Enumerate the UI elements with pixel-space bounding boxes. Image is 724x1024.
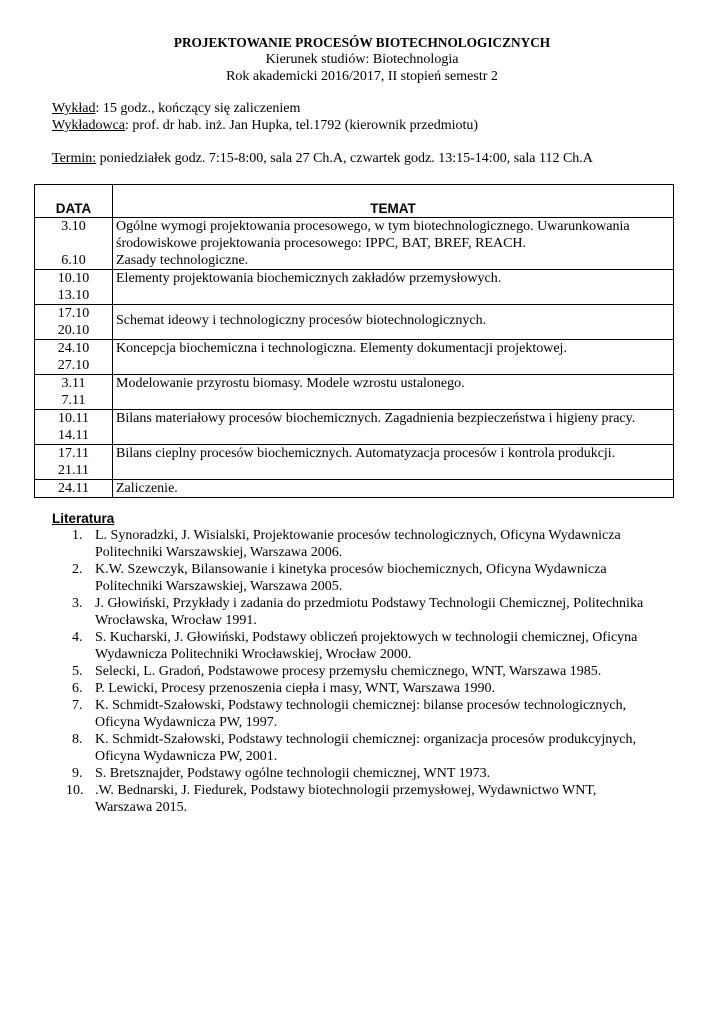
item-number: 5. <box>72 664 83 679</box>
item-number: 2. <box>72 562 83 577</box>
date-cell <box>35 270 113 305</box>
item-line: Warszawa 2015. <box>95 800 188 815</box>
term-info <box>52 150 593 167</box>
item-line: S. Kucharski, J. Głowiński, Podstawy obliczeń projektowych w technologii chemicznej, Oficyna <box>95 630 638 645</box>
item-line: P. Lewicki, Procesy przenoszenia ciepła i masy, WNT, Warszawa 1990. <box>95 681 495 696</box>
date-cell <box>35 480 113 498</box>
table-row <box>35 305 674 340</box>
date-value: 21.11 <box>58 463 89 478</box>
list-item <box>52 765 682 782</box>
item-line: K. Schmidt-Szałowski, Podstawy technologii chemicznej: bilanse procesów technologicznych, <box>95 698 627 713</box>
topic-cell: Elementy projektowania biochemicznych zakładów przemysłowych. <box>113 270 674 305</box>
list-item <box>52 697 682 731</box>
date-value: 17.10 <box>57 306 90 321</box>
item-line: K.W. Szewczyk, Bilansowanie i kinetyka procesów biochemicznych, Oficyna Wydawnicza <box>95 562 607 577</box>
date-value: 3.11 <box>61 376 86 391</box>
item-number: 8. <box>72 732 83 747</box>
date-value: 10.10 <box>57 271 90 286</box>
topic-cell: Bilans materiałowy procesów biochemicznych. Zagadnienia bezpieczeństwa i higieny pracy. <box>113 410 674 445</box>
item-line: Politechniki Warszawskiej, Warszawa 2005. <box>95 579 343 594</box>
item-number: 7. <box>72 698 83 713</box>
schedule-table <box>34 184 674 498</box>
topic-line: Ogólne wymogi projektowania procesowego, w tym biotechnologicznego. Uwarunkowania <box>116 219 630 234</box>
list-item <box>52 731 682 765</box>
date-value: 13.10 <box>57 288 90 303</box>
list-item <box>52 680 682 697</box>
item-line: S. Bretsznajder, Podstawy ogólne technologii chemicznej, WNT 1973. <box>95 766 491 781</box>
date-value: 3.10 <box>61 219 86 234</box>
item-number: 6. <box>72 681 83 696</box>
topic-cell: Modelowanie przyrostu biomasy. Modele wzrostu ustalonego. <box>113 375 674 410</box>
date-value: 17.11 <box>58 446 89 461</box>
topic-cell: Bilans cieplny procesów biochemicznych. Automatyzacja procesów i kontrola produkcji. <box>113 445 674 480</box>
lecturer-info <box>52 117 478 134</box>
list-item <box>52 561 682 595</box>
list-item <box>52 629 682 663</box>
table-row <box>35 270 674 305</box>
academic-year: Rok akademicki 2016/2017, II stopień semestr 2 <box>226 69 498 84</box>
date-cell <box>35 445 113 480</box>
list-item <box>52 595 682 629</box>
lecturer-label: Wykładowca <box>52 118 126 133</box>
item-number: 1. <box>72 528 83 543</box>
topic-cell: Koncepcja biochemiczna i technologiczna. Elementy dokumentacji projektowej. <box>113 340 674 375</box>
document-title: PROJEKTOWANIE PROCESÓW BIOTECHNOLOGICZNYCH <box>173 35 551 50</box>
literature-heading: Literatura <box>52 511 115 526</box>
lecture-value: : 15 godz., kończący się zaliczeniem <box>95 101 301 116</box>
topic-cell: Zaliczenie. <box>113 480 674 498</box>
date-cell <box>35 340 113 375</box>
topic-line: środowiskowe projektowania procesowego: IPPC, BAT, BREF, REACH. <box>116 236 527 251</box>
date-value: 24.11 <box>58 481 89 496</box>
list-item <box>52 663 682 680</box>
date-value: 10.11 <box>58 411 89 426</box>
field-of-study: Kierunek studiów: Biotechnologia <box>265 52 459 67</box>
topic-cell <box>113 218 674 270</box>
date-cell <box>35 305 113 340</box>
date-value: 20.10 <box>57 323 90 338</box>
item-number: 9. <box>72 766 83 781</box>
term-value: poniedziałek godz. 7:15-8:00, sala 27 Ch.A, czwartek godz. 13:15-14:00, sala 112 Ch.A <box>96 151 593 166</box>
item-line: Politechniki Warszawskiej, Warszawa 2006. <box>95 545 343 560</box>
item-line: J. Głowiński, Przykłady i zadania do przedmiotu Podstawy Technologii Chemicznej, Politechnika <box>95 596 644 611</box>
table-row <box>35 375 674 410</box>
item-line: Oficyna Wydawnicza PW, 1997. <box>95 715 278 730</box>
term-label: Termin: <box>52 151 97 166</box>
literature-list <box>52 527 682 816</box>
topic-line: Schemat ideowy i technologiczny procesów biotechnologicznych. <box>116 313 487 328</box>
item-line: .W. Bednarski, J. Fiedurek, Podstawy biotechnologii przemysłowej, Wydawnictwo WNT, <box>95 783 597 798</box>
header-topic: TEMAT <box>113 185 674 218</box>
header-date: DATA <box>35 185 113 218</box>
date-cell <box>35 410 113 445</box>
lecturer-value: : prof. dr hab. inż. Jan Hupka, tel.1792 (kierownik przedmiotu) <box>125 118 479 133</box>
date-value: 27.10 <box>57 358 90 373</box>
lecture-label: Wykład <box>52 101 96 116</box>
date-value: 24.10 <box>57 341 90 356</box>
date-cell <box>35 218 113 270</box>
item-number: 3. <box>72 596 83 611</box>
date-cell <box>35 375 113 410</box>
date-value: 6.10 <box>61 253 86 268</box>
list-item <box>52 782 682 816</box>
table-row <box>35 340 674 375</box>
table-row <box>35 480 674 498</box>
lecture-info <box>52 100 300 117</box>
table-row <box>35 410 674 445</box>
item-line: Oficyna Wydawnicza PW, 2001. <box>95 749 278 764</box>
list-item <box>52 527 682 561</box>
date-value: 14.11 <box>58 428 89 443</box>
item-line: L. Synoradzki, J. Wisialski, Projektowanie procesów technologicznych, Oficyna Wydawnicza <box>95 528 621 543</box>
item-number: 10. <box>66 783 84 798</box>
date-value <box>38 235 109 252</box>
table-row <box>35 445 674 480</box>
table-header-row <box>35 185 674 218</box>
topic-line: Zasady technologiczne. <box>116 253 249 268</box>
item-number: 4. <box>72 630 83 645</box>
item-line: Selecki, L. Gradoń, Podstawowe procesy przemysłu chemicznego, WNT, Warszawa 1985. <box>95 664 602 679</box>
topic-cell <box>113 305 674 340</box>
date-value: 7.11 <box>61 393 86 408</box>
item-line: Wydawnicza Politechniki Wrocławskiej, Wrocław 2000. <box>95 647 412 662</box>
item-line: Wrocławska, Wrocław 1991. <box>95 613 257 628</box>
table-row <box>35 218 674 270</box>
item-line: K. Schmidt-Szałowski, Podstawy technologii chemicznej: organizacja procesów produkcyjnych, <box>95 732 636 747</box>
